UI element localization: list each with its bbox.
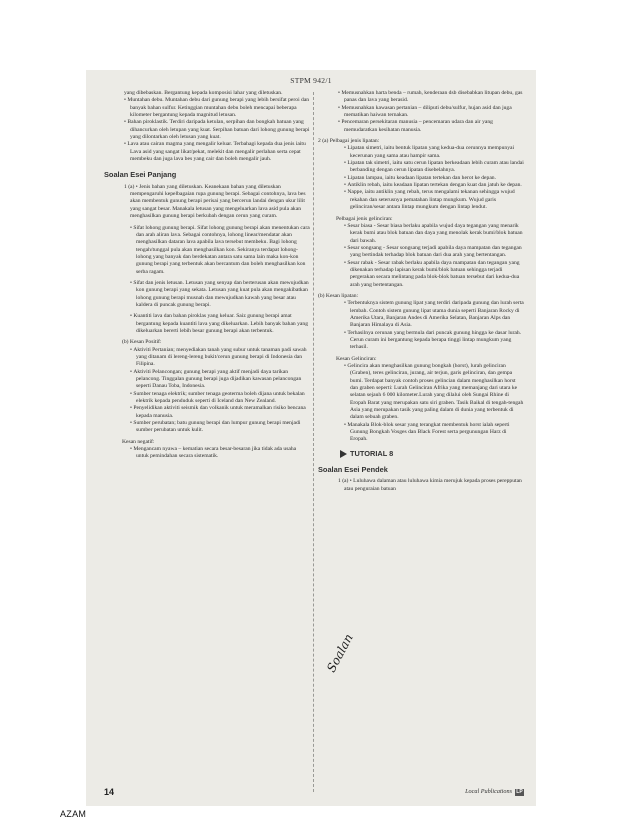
text-paragraph: • Muntahan debu. Muntahan debu dari gunung berapi yang lebih bersifat peroi dan banyak bahan sulfur. Ketinggian muntahan debu boleh mencapai beberapa kilometer bergantung kepada magnitud letusan. xyxy=(104,97,310,119)
text-paragraph: • Sumber perubatan; batu gunung berapi dan lumpur gunung berapi menjadi sumber perubatan untuk kulit. xyxy=(104,420,310,435)
text-paragraph: • Memusnahkan harta benda – rumah, kenderaan dsb disebabkan litupan debu, gas panas dan lava yang berasid. xyxy=(318,90,524,105)
text-paragraph: • Sesar biasa - Sesar biasa berlaku apabila wujud daya tegangan yang menarik kerak bumi atau blok batuan dan daya yang menolak kerak bumi/blok batuan dari bawah. xyxy=(318,223,524,245)
text-paragraph: • Sesar rabak - Sesar rabak berlaku apabila daya mampatan dan tegangan yang dikenakan terhadap lapisan kerak bumi/blok batuan sehingga terjadi pergerakan secara melintang pada blok-blok batuan tersebut dari kedua-dua arah yang bertentangan. xyxy=(318,260,524,289)
text-paragraph: • Lipatan simetri, iaitu bentuk lipatan yang kedua-dua cerunnya mempunyai kecerunan yang sama atau hampir sama. xyxy=(318,145,524,160)
text-paragraph: • Lipatan tak simetri, iaitu satu cerun lipatan berkeadaan lebih curam atau landai berbanding dengan cerun lipatan disebelahnya. xyxy=(318,160,524,175)
section-heading: Soalan Esei Panjang xyxy=(104,170,177,180)
publisher-footer: Local Publications LP xyxy=(465,788,523,795)
text-paragraph: • Sifat lohong gunung berapi. Sifat lohong gunung berapi akan menentukan cara dan arah aliran lava. Sebagai contohnya, lohong linear/mendatar akan menghasilkan dataran lava apabila lava tersebut membeku. Bagi lohong tengah/tunggal pula akan menghasilkan kon. Sekiranya terdapat lohong-lohong yang banyak dan berdekatan antara satu sama lain maka kon-kon gunung berapi yang terbentuk akan bercantum dan boleh menghasilkan kon serba ragam. xyxy=(104,225,310,276)
short-essay-heading: Soalan Esei Pendek xyxy=(318,464,388,474)
text-paragraph: 1 (a) • Jenis bahan yang diletuskan. Keanekaan bahan yang diletuskan mempengaruhi kepelbagaian rupa gunung berapi. Sebagai contohnya, lava bes akan membentuk gunung berapi perisai yang bercerun landai dengan ukur lilit yang sangat besar. Manakala letusan yang mengeluarkan lava asid pula akan menghasilkan gunung berapi berkubah dengan cerun yang curam. xyxy=(124,183,306,220)
text-paragraph: • Aktiviti Pertanian; menyediakan tanah yang subur untuk tanaman padi sawah yang ditanam di lereng-lereng bukit/cerun gunung berapi di Indonesia dan Filipina. xyxy=(104,347,310,369)
text-paragraph: Kesan negatif: xyxy=(122,438,155,445)
text-paragraph: • Kuantiti lava dan bahan piroklas yang keluar. Saiz gunung berapi amat bergantung kepada kuantiti lava yang dikeluarkan. Lebih banyak bahan yang dikeluarkan bererti lebih besar gunung berapi akan terbentuk. xyxy=(104,313,310,335)
text-paragraph: 2 (a) Pelbagai jenis lipatan: xyxy=(318,138,380,145)
text-paragraph: • Terhasilnya cerunan yang bermula dari puncak gunung hingga ke dasar lurah. Cerun curam ini bergantung kepada berapa tinggi lintap mungkum yang terhasil. xyxy=(318,330,524,352)
column-divider xyxy=(313,92,314,792)
image-caption: AZAM xyxy=(60,809,87,819)
text-paragraph: Kesan Gelinciran: xyxy=(336,355,377,362)
text-paragraph: (b) Kesan lipatan: xyxy=(318,292,359,299)
text-paragraph: • Lipatan lampau, iaitu keadaan lipatan tertekan dan herot ke depan. xyxy=(318,175,524,182)
text-paragraph: • Memusnahkan kawasan pertanian – diliputi debu/sulfur, hujan asid dan juga mematikan haiwan ternakan. xyxy=(318,105,524,120)
text-paragraph: • Lava atau cairan magma yang mengalir keluar. Terbahagi kepada dua jenis iaitu Lava asid yang sangat likat/pekat, melekit dan mengalir perlahan serta cepat membeku dan juga lava bes yang cair dan boleh mengalir jauh. xyxy=(104,141,310,163)
handwritten-note: Soalan xyxy=(324,631,356,675)
arrow-marker-icon xyxy=(340,450,347,458)
text-paragraph: • Mengancam nyawa – kematian secara besar-besaran jika tidak ada usaha untuk pemindahan secara sistematik. xyxy=(104,446,310,461)
publisher-logo-icon: LP xyxy=(516,789,523,795)
text-paragraph: • Nappe, iaitu antiklin yang rebah, terus mengalami tekanan sehingga wujud rekahan dan seterusnya pematahan lintap mungkum. Wujud garis gelinciran/sesar antara lintap mungkum dengan lintap lendut. xyxy=(318,189,524,211)
text-paragraph: • Manakala Blok-blok sesar yang terangkat membentuk horst ialah seperti Gunung Bongkah Vosges dan Black Forest serta pergunungan Harz di Eropah. xyxy=(318,422,524,444)
text-paragraph: • Gelincira akan menghasilkan gunung bongkah (horst), lurah gelinciran (Graben), teres gelinciran, jurang, air terjun, garis gelinciran, dan gempa bumi. Terdapat banyak contoh proses gelincian dalam menghasilkan horst dan graben seperti: Lurah Gelinciran Afrika yang memanjang dari utara ke selatan sejauh 6 000 kilometer.Lurah yang dilalui oleh Sungai Rhine di Eropah Barat yang merupakan satu siri graben. Tasik Baikal di tengah-tengah Asia yang merupakan tasik yang paling dalam di dunia yang terbentuk di dalam sebuah graben. xyxy=(318,363,524,422)
text-paragraph: • Antiklin rebah, iaitu keadaan lipatan tertekan dengan kuat dan jatuh ke depan. xyxy=(318,182,524,189)
text-paragraph: • Aktiviti Pelancongan; gunung berapi yang aktif menjadi daya tarikan pelancong. Tinggalan gunung berapi juga dijadikan kawasan pelancongan seperti Danau Toba, Indonesia. xyxy=(104,369,310,391)
left-column xyxy=(104,90,310,461)
document-page xyxy=(86,70,536,806)
text-paragraph: yang dibebaskan. Bergantung kepada komposisi lahar yang diletuskan. xyxy=(124,90,283,96)
text-paragraph: • Sesar songsang - Sesar songsang terjadi apabila daya mampatan dan tegangan yang bertindak terhadap blok batuan dari dua arah yang bertentangan. xyxy=(318,245,524,260)
text-paragraph: • Penyelidikan aktiviti seismik dan volkanik untuk meramalkan risiko bencana kepada manusia. xyxy=(104,405,310,420)
page-header-code: STPM 942/1 xyxy=(290,76,332,85)
page-number: 14 xyxy=(104,787,115,797)
text-paragraph: • Bahan piroklastik. Terdiri daripada ketulan, serpihan dan bongkah batuan yang dihancurkan oleh letupan yang kuat. Serpihan batuan dari lohong gunung berapi yang dilontarkan oleh letusan yang kuat. xyxy=(104,119,310,141)
short-question-text: 1 (a) • Luluhawa dalaman atau luluhawa kimia merujuk kepada proses perepputan atau penguraian batuan xyxy=(338,478,522,492)
text-paragraph: • Sumber tenaga elektrik; sumber tenaga geoterma boleh dijana untuk bekalan elektrik kepada penduduk seperti di Iceland dan New Zealand. xyxy=(104,391,310,406)
right-column-body xyxy=(318,90,524,444)
text-paragraph: • Terbentuknya sistem gunung lipat yang terdiri daripada gunung dan lurah serta lembah. Contoh sistem gunung lipat utama dunia seperti Banjaran Rocky di Amerika Utara, Banjaran Andes di Amerika Selatan, Banjaran Alps dan Banjaran Himalaya di Asia. xyxy=(318,300,524,329)
text-paragraph: Pelbagai jenis gelinciran: xyxy=(336,215,393,222)
text-paragraph: (b) Kesan Positif: xyxy=(122,339,162,346)
tutorial-heading: TUTORIAL 8 xyxy=(340,450,524,458)
text-paragraph: • Sifat dan jenis letusan. Letusan yang senyap dan berterusan akan mewujudkan kon gunung berapi yang sekata. Letusan yang kuat pula akan mengakibatkan lohong gunung berapi musnah dan mewujudkan kawah yang besar atau kaldera di puncak gunung berapi. xyxy=(104,280,310,309)
right-column xyxy=(318,90,524,493)
text-paragraph: • Pencemaran persekitaran manusia – pencemaran udara dan air yang memudaratkan kesihatan manusia. xyxy=(318,119,524,134)
